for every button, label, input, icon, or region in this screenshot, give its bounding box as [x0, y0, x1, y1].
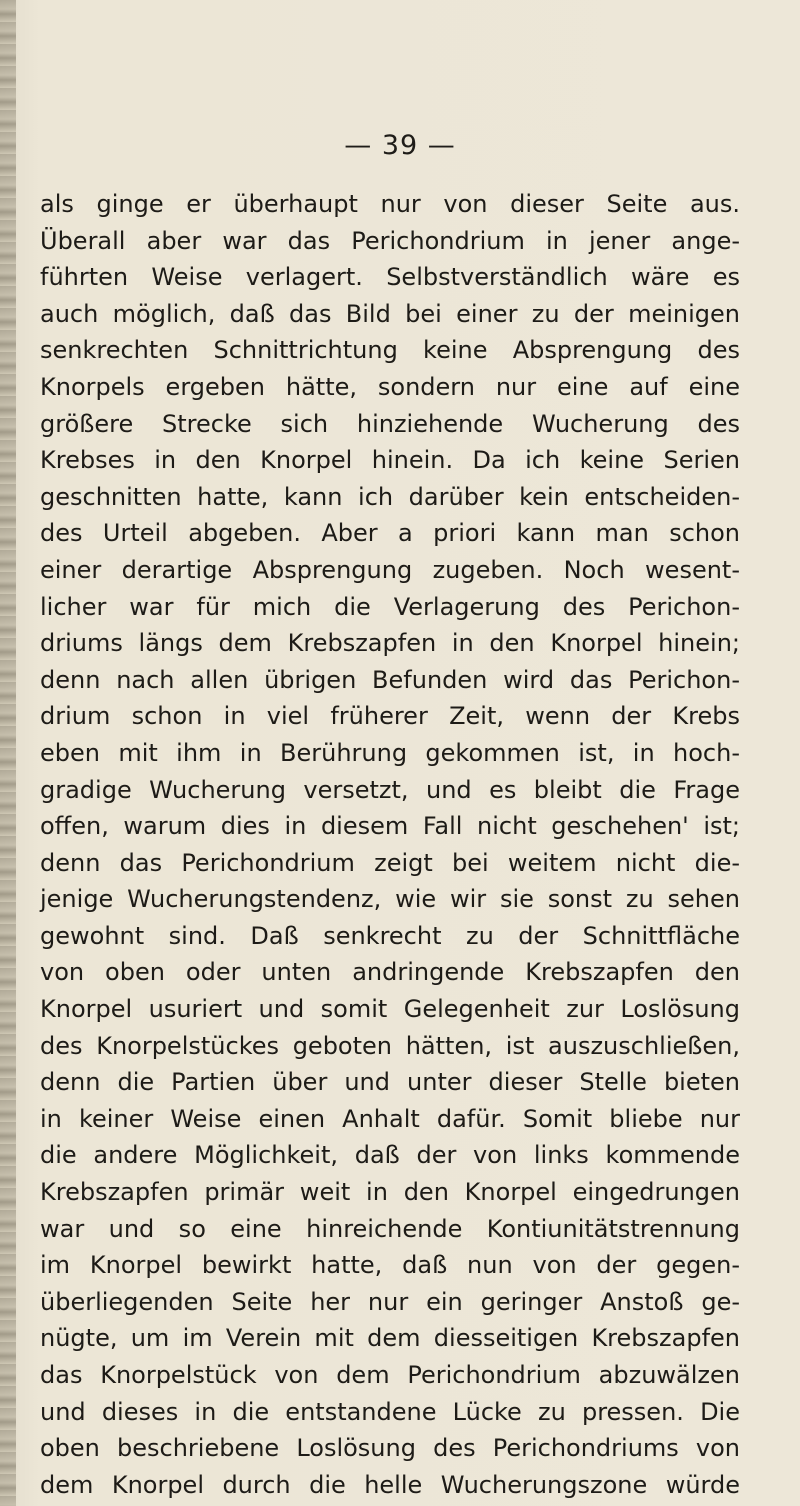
text-line: im Knorpel bewirkt hatte, daß nun von der gegen-: [40, 1251, 740, 1280]
text-line: in keiner Weise einen Anhalt dafür. Somit bliebe nur: [40, 1104, 740, 1133]
text-line: Knorpel usuriert und somit Gelegenheit zur Loslösung: [40, 995, 740, 1024]
book-spine-edge: [0, 0, 16, 1506]
text-line: als ginge er überhaupt nur von dieser Seite aus.: [40, 190, 740, 218]
text-line: nügte, um im Verein mit dem diesseitigen Krebszapfen: [40, 1324, 740, 1353]
text-line: auch möglich, daß das Bild bei einer zu der meinigen: [40, 299, 740, 328]
text-line: geschnitten hatte, kann ich darüber kein entscheiden-: [40, 482, 740, 511]
text-line: war und so eine hinreichende Kontiunitätstrennung: [40, 1214, 740, 1243]
text-line: und dieses in die entstandene Lücke zu pressen. Die: [40, 1397, 740, 1426]
text-line: gradige Wucherung versetzt, und es bleibt die Frage: [40, 775, 740, 804]
page-number: — 39 —: [344, 130, 456, 161]
text-line: überliegenden Seite her nur ein geringer Anstoß ge-: [40, 1287, 740, 1316]
text-line: oben beschriebene Loslösung des Perichondriums von: [40, 1434, 740, 1463]
text-line: führten Weise verlagert. Selbstverständlich wäre es: [40, 263, 740, 292]
text-line: denn die Partien über und unter dieser Stelle bieten: [40, 1068, 740, 1097]
text-line: denn nach allen übrigen Befunden wird das Perichon-: [40, 665, 740, 694]
text-line: eben mit ihm in Berührung gekommen ist, in hoch-: [40, 738, 740, 767]
text-line: Knorpels ergeben hätte, sondern nur eine auf eine: [40, 372, 740, 401]
text-line: drium schon in viel früherer Zeit, wenn der Krebs: [40, 702, 740, 731]
text-line: einer derartige Absprengung zugeben. Noch wesent-: [40, 555, 740, 584]
text-line: gewohnt sind. Daß senkrecht zu der Schnittfläche: [40, 921, 740, 950]
text-line: offen, warum dies in diesem Fall nicht geschehen' ist;: [40, 812, 740, 841]
text-line: Krebses in den Knorpel hinein. Da ich keine Serien: [40, 446, 740, 475]
text-line: das Knorpelstück von dem Perichondrium abzuwälzen: [40, 1361, 740, 1389]
text-line: driums längs dem Krebszapfen in den Knorpel hinein;: [40, 629, 740, 658]
text-line: von oben oder unten andringende Krebszapfen den: [40, 958, 740, 987]
text-line: Überall aber war das Perichondrium in jener ange-: [40, 226, 740, 255]
text-line: die andere Möglichkeit, daß der von links kommende: [40, 1141, 740, 1170]
text-line: licher war für mich die Verlagerung des Perichon-: [40, 592, 740, 621]
text-line: jenige Wucherungstendenz, wie wir sie sonst zu sehen: [40, 885, 740, 914]
text-line: des Urteil abgeben. Aber a priori kann man schon: [40, 519, 740, 548]
text-line: des Knorpelstückes geboten hätten, ist auszuschließen,: [40, 1031, 740, 1060]
text-line: denn das Perichondrium zeigt bei weitem nicht die-: [40, 848, 740, 877]
text-line: dem Knorpel durch die helle Wucherungszone würde: [40, 1470, 740, 1499]
body-text: [40, 186, 740, 1503]
text-line: Krebszapfen primär weit in den Knorpel eingedrungen: [40, 1178, 740, 1207]
text-line: größere Strecke sich hinziehende Wucherung des: [40, 409, 740, 438]
text-line: senkrechten Schnittrichtung keine Absprengung des: [40, 336, 740, 365]
